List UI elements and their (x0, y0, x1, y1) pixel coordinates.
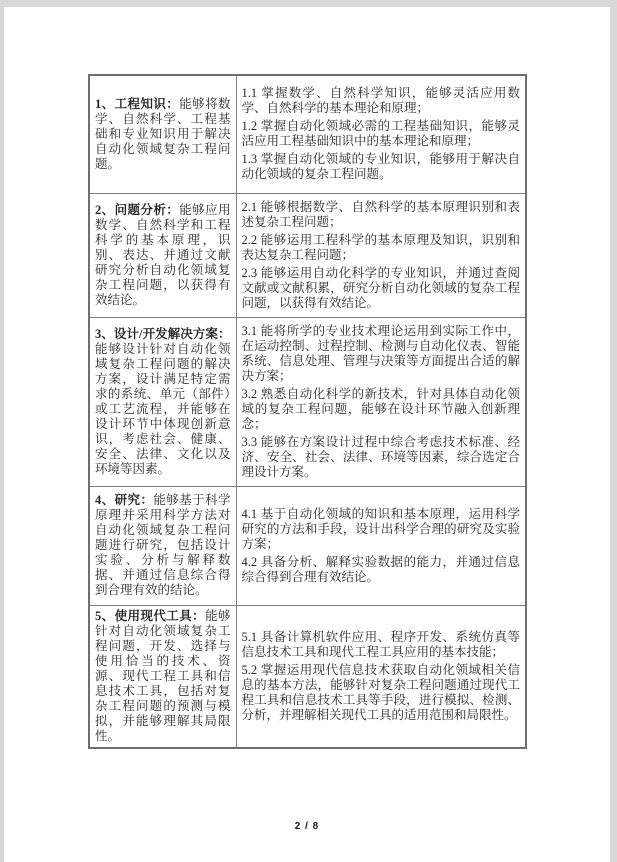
table-row-modern-tools (89, 605, 526, 748)
indicator-cell (236, 605, 526, 748)
indicator-paragraph: 2.3 能够运用自动化科学的专业知识，并通过查阅文献或文献积累，研究分析自动化领域的复杂工程问题，以获得有效结论。 (241, 265, 520, 310)
indicator-paragraph: 3.3 能够在方案设计过程中综合考虑技术标准、经济、安全、社会、法律、环境等因素，综合选定合理设计方案。 (241, 434, 520, 479)
requirement-cell (89, 75, 236, 193)
requirement-title: 3、设计/开发解决方案： (95, 326, 231, 341)
page-number: 2 / 8 (294, 821, 320, 832)
document-page (4, 7, 610, 862)
requirement-cell (89, 317, 236, 486)
table-row-design-solutions (89, 317, 526, 486)
indicator-paragraph: 2.1 能够根据数学、自然科学的基本原理识别和表述复杂工程问题； (241, 199, 520, 229)
requirement-text: 能够应用数学、自然科学和工程科学的基本原理，识别、表达、并通过文献研究分析自动化领域复杂工程问题，以获得有效结论。 (95, 202, 231, 307)
requirement-title: 2、问题分析： (95, 202, 180, 217)
requirement-cell (89, 193, 236, 317)
requirement-cell (89, 605, 236, 748)
requirement-title: 5、使用现代工具： (95, 608, 206, 623)
indicator-paragraph: 4.2 具备分析、解释实验数据的能力，并通过信息综合得到合理有效结论。 (241, 554, 520, 584)
indicator-paragraph: 1.3 掌握自动化领域的专业知识，能够用于解决自动化领域的复杂工程问题。 (241, 152, 520, 182)
requirement-text: 能够针对自动化领域复杂工程问题，开发、选择与使用恰当的技术、资源、现代工程工具和信息技术工具，包括对复杂工程问题的预测与模拟，并能够理解其局限性。 (95, 608, 231, 743)
indicator-paragraph: 1.2 掌握自动化领域必需的工程基础知识，能够灵活应用工程基础知识中的基本理论和原理； (241, 119, 520, 149)
indicator-paragraph: 3.1 能将所学的专业技术理论运用到实际工作中，在运动控制、过程控制、检测与自动化仪表、智能系统、信息处理、管理与决策等方面提出合适的解决方案； (241, 323, 520, 383)
table-row-engineering-knowledge (89, 75, 526, 193)
requirement-cell (89, 486, 236, 605)
indicator-paragraph: 2.2 能够运用工程科学的基本原理及知识，识别和表达复杂工程问题； (241, 232, 520, 262)
requirement-title: 4、研究： (95, 493, 154, 507)
table-row-research (89, 486, 526, 605)
requirement-text: 能够基于科学原理并采用科学方法对自动化领域复杂工程问题进行研究，包括设计实验、分析与解释数据、并通过信息综合得到合理有效的结论。 (95, 493, 231, 597)
indicator-paragraph: 5.2 掌握运用现代信息技术获取自动化领域相关信息的基本方法，能够针对复杂工程问题通过现代工程工具和信息技术工具等手段，进行模拟、检测、分析，并理解相关现代工具的适用范围和局限性。 (241, 662, 520, 722)
graduation-requirements-table (88, 74, 527, 749)
indicator-paragraph: 4.1 基于自动化领域的知识和基本原理，运用科学研究的方法和手段，设计出科学合理的研究及实验方案； (241, 506, 520, 551)
table-row-problem-analysis (89, 193, 526, 317)
indicator-paragraph: 3.2 熟悉自动化科学的新技术，针对具体自动化领域的复杂工程问题，能够在设计环节融入创新理念； (241, 386, 520, 431)
indicator-paragraph: 1.1 掌握数学、自然科学知识，能够灵活应用数学、自然科学的基本理论和原理； (241, 86, 520, 116)
indicator-paragraph: 5.1 具备计算机软件应用、程序开发、系统仿真等信息技术工具和现代工程工具应用的基本技能； (241, 629, 520, 659)
indicator-cell (236, 317, 526, 486)
indicator-cell (236, 486, 526, 605)
requirement-title: 1、工程知识： (95, 96, 180, 111)
indicator-cell (236, 75, 526, 193)
requirement-text: 能够将数学、自然科学、工程基础和专业知识用于解决自动化领域复杂工程问题。 (95, 96, 231, 171)
indicator-cell (236, 193, 526, 317)
requirement-text: 能够设计针对自动化领域复杂工程问题的解决方案，设计满足特定需求的系统、单元（部件）或工艺流程，并能够在设计环节中体现创新意识，考虑社会、健康、安全、法律、文化以及环境等因素。 (95, 341, 231, 476)
